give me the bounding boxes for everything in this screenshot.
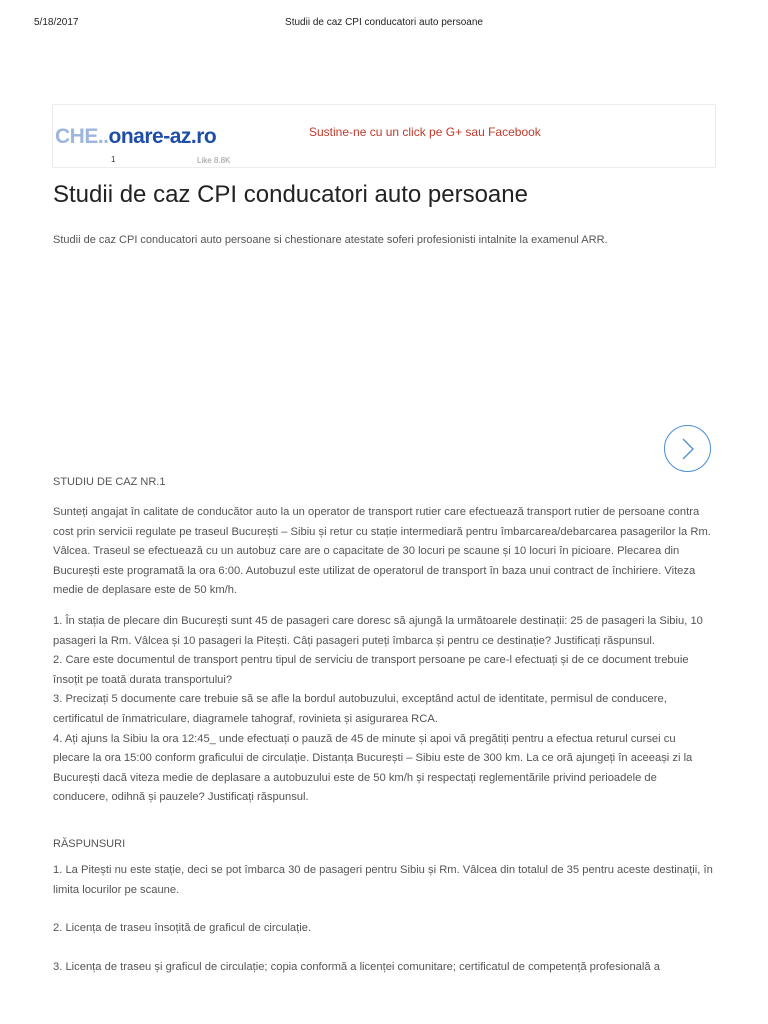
question-item: 4. Ați ajuns la Sibiu la ora 12:45_ unde efectuați o pauză de 45 de minute și apoi vă pregătiți pentru a efectua returul cursei cu plecare la ora 15:00 conform graficului de circulație. Distanța București – Sibiu este de 300 km. La ce oră ajungeți în aceeași zi la București dacă viteza medie de deplasare a autobuzului este de 50 km/h și respectați reglementările privind perioadele de conducere, odihnă și pauzele? Justificați răspunsul. [53, 732, 693, 804]
next-button[interactable] [664, 425, 711, 472]
page-title: Studii de caz CPI conducatori auto persoane [53, 181, 528, 208]
print-title: Studii de caz CPI conducatori auto persoane [285, 17, 483, 28]
answer-item: 1. La Pitești nu este stație, deci se pot îmbarca 30 de pasageri pentru Sibiu și Rm. Vâlcea din totalul de 35 pentru aceste destinații, în limita locurilor pe scaune. [53, 864, 713, 896]
share-banner [52, 104, 716, 168]
question-item: 2. Care este documentul de transport pentru tipul de serviciu de transport persoane pe care-l efectuați și de ce document trebuie însoțit pe toată durata transportului? [53, 654, 689, 686]
question-item: 1. În stația de plecare din București sunt 45 de pasageri care doresc să ajungă la următoarele destinații: 25 de pasageri la Sibiu, 10 pasageri la Rm. Vâlcea și 10 pasageri la Pitești. Câți pasageri puteți îmbarca și pentru ce destinație? Justificați răspunsul. [53, 614, 703, 647]
question-item: 3. Precizați 5 documente care trebuie să se afle la bordul autobuzului, exceptând actul de identitate, permisul de conducere, certificatul de înmatriculare, diagramele tahograf, rovinieta și asigurarea RCA. [53, 693, 667, 725]
case-heading: STUDIU DE CAZ NR.1 [53, 476, 166, 488]
logo-partial: CHE.. [55, 125, 109, 148]
like-button[interactable]: Like 8.8K [197, 156, 231, 165]
site-logo[interactable] [55, 125, 216, 149]
answer-item: 3. Licența de traseu și graficul de circulație; copia conformă a licenței comunitare; certificatul de competență profesională a [53, 960, 660, 973]
like-count: 1 [111, 155, 116, 164]
support-link[interactable]: Sustine-ne cu un click pe G+ sau Facebook [309, 125, 541, 139]
print-header [0, 0, 768, 40]
article-intro: Studii de caz CPI conducatori auto persoane si chestionare atestate soferi profesionisti intalnite la examenul ARR. [53, 234, 608, 246]
logo-text: onare-az.ro [108, 125, 217, 148]
print-date: 5/18/2017 [34, 17, 79, 28]
chevron-right-icon [681, 438, 695, 460]
answers-list [53, 861, 715, 996]
answer-item: 2. Licența de traseu însoțită de graficul de circulație. [53, 922, 312, 935]
case-text: Sunteți angajat în calitate de conducător auto la un operator de transport rutier care efectuează transport rutier de persoane contra cost prin servicii regulate pe traseul București – Sibiu și retur cu stație intermediară pentru îmbarcarea/debarcarea pasagerilor la Rm. Vâlcea. Traseul se efectuează cu un autobuz care are o capacitate de 30 locuri pe scaune și 10 locuri în picioare. Plecarea din București este programată la ora 6:00. Autobuzul este utilizat de operatorul de transport în baza unui contract de închiriere. Viteza medie de deplasare este de 50 km/h. [53, 506, 711, 597]
case-study [53, 503, 715, 808]
answers-heading: RĂSPUNSURI [53, 838, 126, 850]
